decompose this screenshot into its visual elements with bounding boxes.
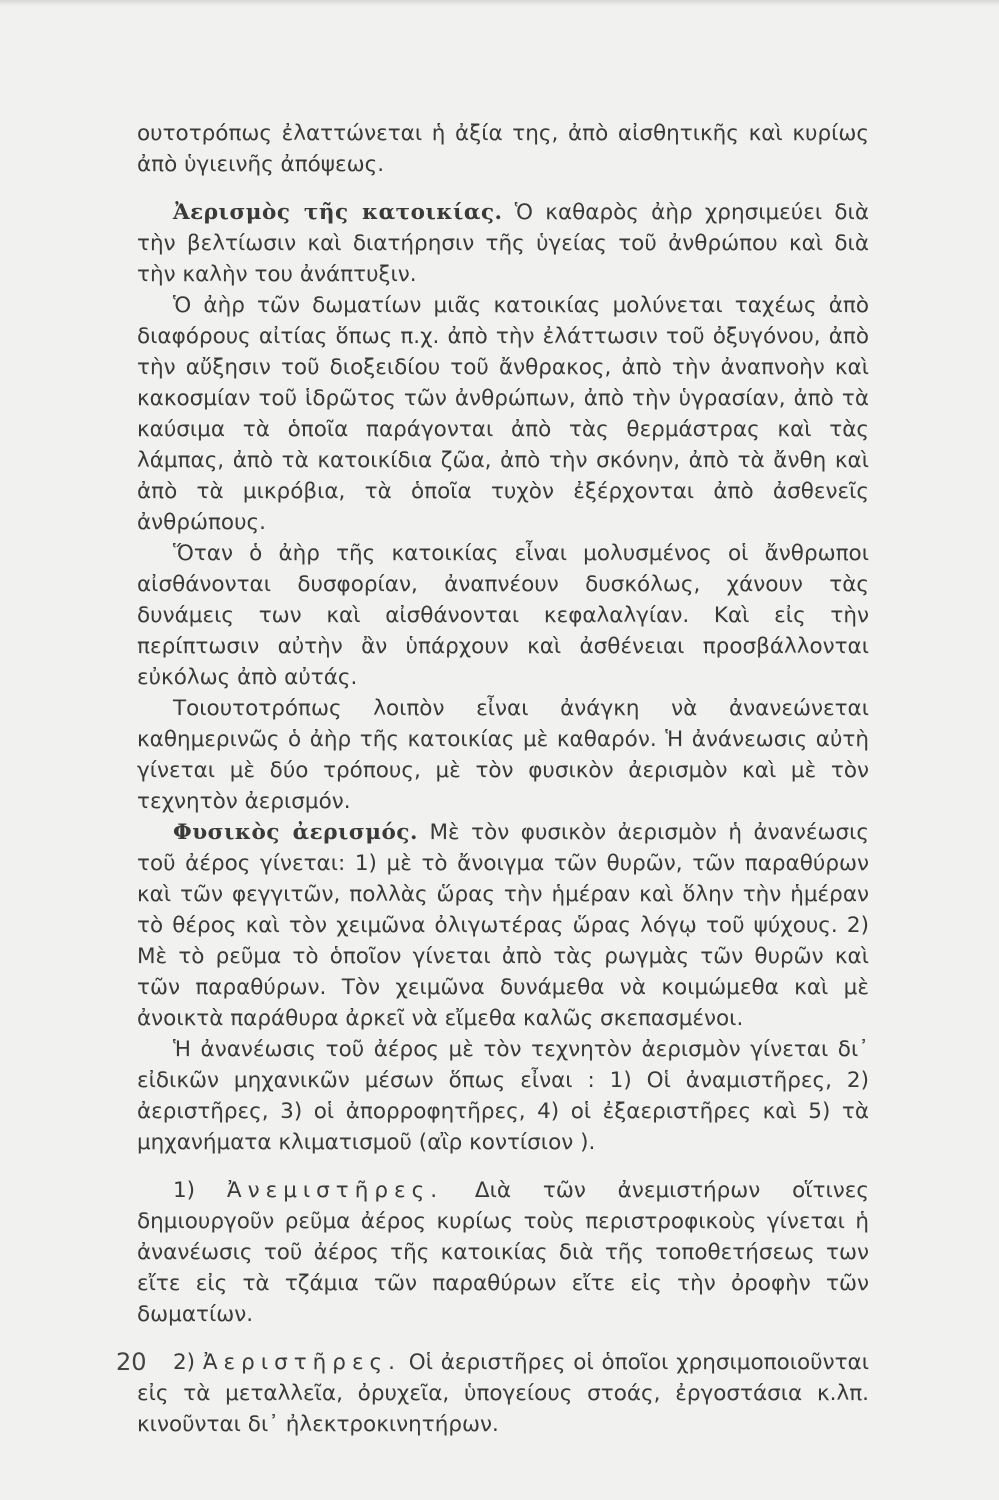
paragraph-1-text: ουτοτρόπως ἐλαττώνεται ἡ ἀξία της, ἀπὸ αἰσθητικῆς καὶ κυρίως ἀπὸ ὑγιεινῆς ἀπόψεως. bbox=[137, 121, 869, 177]
body-text bbox=[137, 118, 869, 1440]
paragraph-5 bbox=[137, 693, 869, 817]
paragraph-8-text: Διὰ τῶν ἀνεμιστήρων οἵτινες δημιουργοῦν ρεῦμα ἀέρος κυρίως τοὺς περιστροφικοὺς γίνεται ἡ ἀνανέωσις τοῦ ἀέρος τῆς κατοικίας διὰ τῆς τοποθετήσεως των εἴτε εἰς τὰ τζάμια τῶν παραθύρων εἴτε εἰς τὴν ὀροφὴν τῶν δωματίων. bbox=[137, 1178, 869, 1327]
paragraph-6 bbox=[137, 817, 869, 1034]
page-number: 20 bbox=[116, 1348, 147, 1376]
item-heading-fans: Ἀνεμιστῆρες. bbox=[226, 1178, 444, 1203]
section-heading-ventilation: Ἀερισμὸς τῆς κατοικίας. bbox=[173, 200, 503, 225]
page-body bbox=[137, 118, 869, 1440]
section-heading-natural-ventilation: Φυσικὸς ἀερισμός. bbox=[173, 820, 418, 845]
paragraph-6-text: Μὲ τὸν φυσικὸν ἀερισμὸν ἡ ἀνανέωσις τοῦ ἀέρος γίνεται: 1) μὲ τὸ ἄνοιγμα τῶν θυρῶν, τῶν παραθύρων καὶ τῶν φεγγιτῶν, πολλὰς ὥρας τὴν ἡμέραν καὶ ὅλην τὴν ἡμέραν τὸ θέρος καὶ τὸν χειμῶνα ὀλιγωτέρας ὥρας λόγῳ τοῦ ψύχους. 2) Μὲ τὸ ρεῦμα τὸ ὁποῖον γίνεται ἀπὸ τὰς ρωγμὰς τῶν θυρῶν καὶ τῶν παραθύρων. Τὸν χειμῶνα δυνάμεθα νὰ κοιμώμεθα καὶ μὲ ἀνοικτὰ παράθυρα ἀρκεῖ νὰ εἴμεθα καλῶς σκεπασμένοι. bbox=[137, 820, 869, 1031]
paragraph-3-text: Ὁ ἀὴρ τῶν δωματίων μιᾶς κατοικίας μολύνεται ταχέως ἀπὸ διαφόρους αἰτίας ὅπως π.χ. ἀπὸ τὴν ἐλάττωσιν τοῦ ὀξυγόνου, ἀπὸ τὴν αὔξησιν τοῦ διοξειδίου τοῦ ἄνθρακος, ἀπὸ τὴν ἀναπνοὴν καὶ κακοσμίαν τοῦ ἱδρῶτος τῶν ἀνθρώπων, ἀπὸ τὴν ὑγρασίαν, ἀπὸ τὰ καύσιμα τὰ ὁποῖα παράγονται ἀπὸ τὰς θερμάστρας καὶ τὰς λάμπας, ἀπὸ τὰ κατοικίδια ζῶα, ἀπὸ τὴν σκόνην, ἀπὸ τὰ ἄνθη καὶ ἀπὸ τὰ μικρόβια, τὰ ὁποῖα τυχὸν ἐξέρχονται ἀπὸ ἀσθενεῖς ἀνθρώπους. bbox=[137, 293, 869, 535]
paragraph-3 bbox=[137, 290, 869, 538]
paragraph-9 bbox=[137, 1347, 869, 1440]
paragraph-5-text: Τοιουτοτρόπως λοιπὸν εἶναι ἀνάγκη νὰ ἀνανεώνεται καθημερινῶς ὁ ἀὴρ τῆς κατοικίας μὲ καθαρόν. Ἡ ἀνάνεωσις αὐτὴ γίνεται μὲ δύο τρόπους, μὲ τὸν φυσικὸν ἀερισμὸν καὶ μὲ τὸν τεχνητὸν ἀερισμόν. bbox=[137, 696, 869, 814]
paragraph-7 bbox=[137, 1034, 869, 1158]
paragraph-8 bbox=[137, 1175, 869, 1330]
paragraph-9-text: Οἱ ἀεριστῆρες οἱ ὁποῖοι χρησιμοποιοῦνται εἰς τὰ μεταλλεῖα, ὀρυχεῖα, ὑπογείους στοάς, ἐργοστάσια κ.λπ. κινοῦνται δι᾽ ἠλεκτροκινητήρων. bbox=[137, 1350, 870, 1437]
paragraph-4-text: Ὅταν ὁ ἀὴρ τῆς κατοικίας εἶναι μολυσμένος οἱ ἄνθρωποι αἰσθάνονται δυσφορίαν, ἀναπνέουν δυσκόλως, χάνουν τὰς δυνάμεις των καὶ αἰσθάνονται κεφαλαλγίαν. Καὶ εἰς τὴν περίπτωσιν αὐτὴν ἂν ὑπάρχουν καὶ ἀσθένειαι προσβάλλονται εὐκόλως ἀπὸ αὐτάς. bbox=[137, 541, 869, 690]
paragraph-4 bbox=[137, 538, 869, 693]
item-number-2: 2) bbox=[173, 1350, 203, 1375]
paragraph-2 bbox=[137, 197, 869, 290]
paragraph-2-text: Ὁ καθαρὸς ἀὴρ χρησιμεύει διὰ τὴν βελτίωσιν καὶ διατήρησιν τῆς ὑγείας τοῦ ἀνθρώπου καὶ διὰ τὴν καλὴν του ἀνάπτυξιν. bbox=[137, 200, 869, 287]
item-heading-ventilators: Ἀεριστῆρες. bbox=[202, 1350, 402, 1375]
item-number-1: 1) bbox=[173, 1178, 227, 1203]
paragraph-1 bbox=[137, 118, 869, 180]
page-edge bbox=[0, 0, 999, 6]
paragraph-7-text: Ἡ ἀνανέωσις τοῦ ἀέρος μὲ τὸν τεχνητὸν ἀερισμὸν γίνεται δι᾽ εἰδικῶν μηχανικῶν μέσων ὅπως εἶναι : 1) Οἱ ἀναμιστῆρες, 2) ἀεριστῆρες, 3) οἱ ἀπορροφητῆρες, 4) οἱ ἐξαεριστῆρες καὶ 5) τὰ μηχανήματα κλιματισμοῦ (αἲρ κοντίσιον ). bbox=[137, 1037, 869, 1155]
